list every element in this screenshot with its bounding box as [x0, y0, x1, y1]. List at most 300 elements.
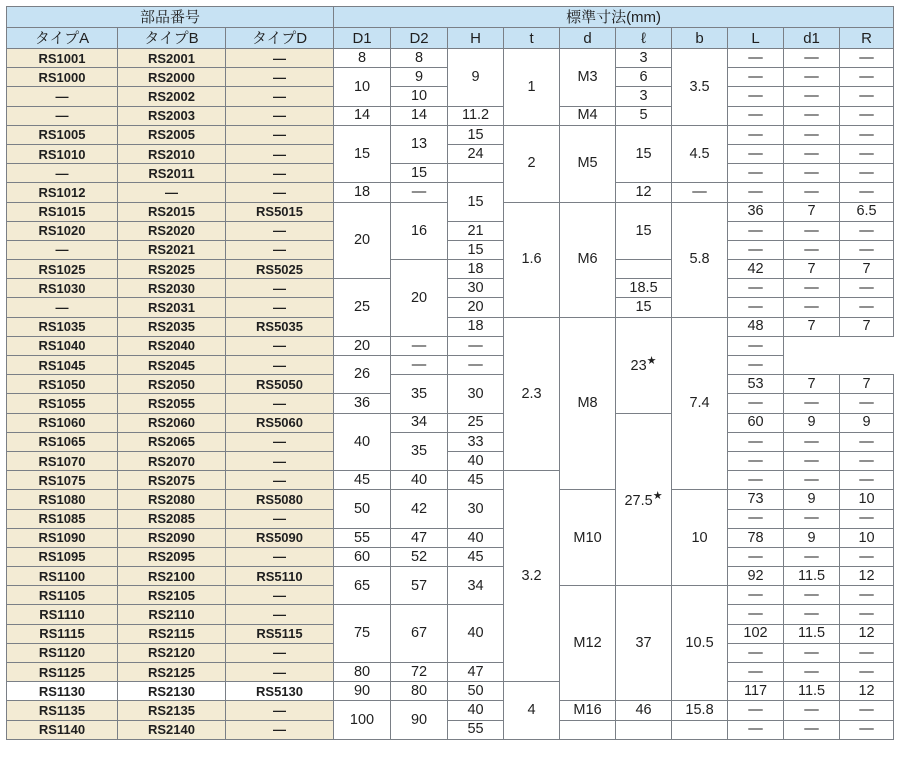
cell-value: —: [804, 644, 819, 661]
cell-D1: [334, 183, 391, 202]
cell-value: 46: [635, 702, 652, 719]
cell-D2: [391, 471, 448, 490]
cell-value: RS1105: [38, 587, 86, 603]
cell-type-a: [7, 605, 118, 624]
cell-t: [504, 317, 560, 471]
cell-value: RS1001: [38, 50, 86, 66]
cell-value: RS2003: [148, 108, 195, 124]
cell-D2: [391, 413, 448, 432]
cell-H: [448, 720, 504, 739]
cell-L: [728, 221, 784, 240]
cell-L: [728, 528, 784, 547]
cell-value: 3: [639, 88, 648, 105]
cell-value: —: [165, 184, 178, 200]
cell-d: [560, 106, 616, 125]
cell-value: RS5050: [256, 376, 303, 392]
cell-value: 80: [353, 663, 371, 680]
cell-b: [672, 720, 728, 739]
cell-L: [728, 682, 784, 701]
cell-value: 18: [467, 260, 484, 277]
cell-value: RS1140: [38, 722, 86, 738]
cell-value: —: [273, 338, 287, 354]
cell-value: —: [804, 69, 819, 86]
cell-value: 7: [862, 318, 871, 335]
cell-value: 7: [807, 203, 816, 220]
cell-R: [840, 144, 894, 163]
cell-value: 72: [410, 663, 428, 680]
cell-b: [672, 49, 728, 126]
cell-value: 20: [410, 289, 428, 306]
cell-R: [840, 298, 894, 317]
cell-type-b: [118, 279, 226, 298]
cell-value: 67: [410, 625, 428, 642]
table-row: [7, 260, 894, 279]
cell-value: RS1120: [38, 645, 86, 661]
cell-value: —: [55, 165, 69, 181]
table-row: [7, 298, 894, 317]
cell-d1: [784, 509, 840, 528]
cell-value: —: [804, 587, 819, 604]
table-row: [7, 317, 894, 336]
cell-value: —: [273, 511, 287, 527]
cell-D1: [334, 605, 391, 663]
table-row: [7, 183, 894, 202]
cell-D2: [391, 701, 448, 739]
cell-D2: [391, 106, 448, 125]
cell-type-b: [118, 298, 226, 317]
cell-value: 90: [410, 711, 428, 728]
cell-value: RS1115: [39, 626, 85, 642]
cell-D1: [334, 106, 391, 125]
cell-D2: [391, 605, 448, 663]
cell-value: 42: [747, 260, 764, 277]
cell-type-a: [7, 586, 118, 605]
table-row: [7, 356, 894, 375]
cell-d1: [784, 413, 840, 432]
cell-type-a: [7, 356, 118, 375]
cell-type-a: [7, 144, 118, 163]
cell-b: [672, 183, 728, 202]
cell-l: [616, 298, 672, 317]
cell-value: 14: [410, 107, 428, 124]
cell-d1: [784, 221, 840, 240]
cell-value: 60: [747, 414, 764, 431]
cell-value: —: [468, 356, 483, 373]
cell-L: [728, 298, 784, 317]
cell-value: 34: [410, 414, 428, 431]
cell-value: —: [804, 721, 819, 738]
cell-type-d: [226, 720, 334, 739]
cell-L: [728, 260, 784, 279]
cell-R: [728, 336, 784, 355]
cell-value: 102: [743, 625, 768, 642]
cell-D1: [334, 528, 391, 547]
cell-value: RS1025: [38, 261, 86, 277]
cell-type-a: [7, 336, 118, 355]
cell-value: 3.5: [689, 78, 710, 95]
cell-value: 6: [639, 69, 648, 86]
cell-L: [728, 106, 784, 125]
cell-type-b: [118, 336, 226, 355]
cell-value: —: [748, 356, 763, 373]
cell-value: —: [804, 548, 819, 565]
cell-value: RS5080: [256, 491, 303, 507]
cell-R: [840, 87, 894, 106]
cell-R: [840, 547, 894, 566]
table-row: [7, 49, 894, 68]
cell-value: —: [748, 184, 763, 201]
cell-type-d: [226, 298, 334, 317]
cell-d1: [784, 682, 840, 701]
star-mark: ★: [646, 355, 657, 368]
cell-d: [560, 701, 616, 720]
cell-type-b: [118, 202, 226, 221]
cell-value: 35: [410, 385, 428, 402]
table-row: [7, 375, 894, 394]
cell-value: —: [748, 241, 763, 258]
cell-value: 14: [353, 107, 371, 124]
cell-value: RS1045: [38, 357, 86, 373]
cell-value: —: [748, 606, 763, 623]
cell-type-a: [7, 202, 118, 221]
cell-value: RS2140: [148, 722, 195, 738]
cell-H: [448, 164, 504, 183]
cell-d: [560, 49, 616, 107]
cell-type-d: [226, 202, 334, 221]
cell-value: RS5090: [256, 530, 303, 546]
cell-value: 90: [353, 683, 371, 700]
cell-type-d: [226, 682, 334, 701]
cell-type-d: [226, 624, 334, 643]
cell-D2: [391, 202, 448, 260]
cell-type-a: [7, 68, 118, 87]
cell-type-a: [7, 413, 118, 432]
cell-R: [840, 317, 894, 336]
cell-R: [840, 605, 894, 624]
table-row: [7, 336, 894, 355]
col-header-type-a: タイプA: [7, 28, 118, 49]
cell-value: RS2050: [148, 376, 195, 392]
cell-d: [560, 125, 616, 202]
cell-value: —: [859, 644, 874, 661]
cell-value: 78: [747, 529, 764, 546]
cell-d1: [784, 605, 840, 624]
cell-value: —: [273, 108, 287, 124]
cell-t: [504, 49, 560, 126]
cell-value: RS1110: [39, 607, 85, 623]
cell-type-d: [226, 432, 334, 451]
cell-value: 40: [467, 452, 484, 469]
cell-type-b: [118, 49, 226, 68]
cell-R: [840, 106, 894, 125]
cell-value: RS1125: [38, 664, 86, 680]
cell-L: [728, 125, 784, 144]
cell-H: [448, 240, 504, 259]
cell-value: M3: [577, 69, 598, 86]
cell-type-b: [118, 164, 226, 183]
cell-type-b: [118, 471, 226, 490]
cell-type-b: [118, 144, 226, 163]
cell-L: [728, 451, 784, 470]
cell-R: [840, 375, 894, 394]
cell-L: [728, 720, 784, 739]
cell-value: —: [273, 607, 287, 623]
cell-value: 75: [353, 625, 371, 642]
cell-value: —: [411, 337, 427, 354]
cell-value: 27.5: [624, 492, 653, 509]
cell-value: M4: [577, 107, 598, 124]
cell-value: 9: [807, 414, 816, 431]
cell-H: [448, 144, 504, 163]
cell-value: 6.5: [856, 203, 877, 220]
cell-value: RS1020: [38, 223, 86, 239]
cell-value: —: [273, 434, 287, 450]
cell-H: [448, 547, 504, 566]
col-header-R: R: [840, 28, 894, 49]
cell-value: 45: [467, 471, 484, 488]
table-row: [7, 605, 894, 624]
cell-value: RS2030: [148, 280, 195, 296]
table-row: [7, 451, 894, 470]
cell-type-b: [118, 451, 226, 470]
cell-value: —: [859, 587, 874, 604]
cell-type-d: [226, 643, 334, 662]
cell-D2: [391, 183, 448, 202]
cell-value: RS5110: [256, 568, 303, 584]
cell-d1: [784, 298, 840, 317]
cell-type-a: [7, 125, 118, 144]
cell-L: [728, 240, 784, 259]
cell-L: [728, 471, 784, 490]
table-row: [7, 547, 894, 566]
cell-R: [840, 202, 894, 221]
table-row: [7, 471, 894, 490]
cell-l: [616, 49, 672, 68]
cell-type-d: [226, 49, 334, 68]
cell-value: —: [748, 510, 763, 527]
cell-type-d: [226, 336, 334, 355]
cell-type-b: [118, 413, 226, 432]
cell-R: [840, 701, 894, 720]
cell-value: —: [748, 548, 763, 565]
col-header-d1: d1: [784, 28, 840, 49]
cell-t: [504, 682, 560, 740]
cell-value: 10: [858, 529, 875, 546]
cell-value: 40: [467, 529, 484, 546]
cell-D1: [334, 567, 391, 605]
cell-d1: [784, 701, 840, 720]
cell-l: [616, 87, 672, 106]
cell-t: [504, 202, 560, 317]
cell-value: —: [804, 702, 819, 719]
cell-H: [448, 125, 504, 144]
cell-type-b: [118, 240, 226, 259]
cell-l: [616, 701, 672, 720]
table-row: [7, 144, 894, 163]
cell-R: [840, 413, 894, 432]
cell-value: —: [859, 164, 874, 181]
cell-d1: [784, 125, 840, 144]
cell-l: [616, 279, 672, 298]
cell-L: [728, 164, 784, 183]
cell-value: —: [804, 49, 819, 66]
table-row: [7, 567, 894, 586]
cell-L: [728, 509, 784, 528]
cell-type-d: [226, 471, 334, 490]
cell-R: [840, 643, 894, 662]
cell-type-a: [7, 298, 118, 317]
cell-value: RS2070: [148, 453, 195, 469]
cell-value: —: [273, 280, 287, 296]
cell-H: [448, 221, 504, 240]
cell-R: [840, 221, 894, 240]
cell-type-a: [7, 567, 118, 586]
table-row: [7, 720, 894, 739]
cell-value: —: [273, 722, 287, 738]
cell-D2: [391, 567, 448, 605]
cell-value: —: [804, 606, 819, 623]
cell-D2: [391, 663, 448, 682]
cell-d: [560, 586, 616, 701]
col-header-type-d: タイプD: [226, 28, 334, 49]
cell-value: RS1090: [38, 530, 86, 546]
cell-t: [504, 125, 560, 202]
cell-value: RS5015: [256, 204, 303, 220]
cell-value: M10: [573, 529, 602, 546]
cell-d1: [784, 586, 840, 605]
cell-R: [840, 49, 894, 68]
cell-value: RS2031: [148, 300, 195, 316]
cell-R: [840, 528, 894, 547]
cell-R: [840, 240, 894, 259]
cell-type-d: [226, 509, 334, 528]
table-row: [7, 106, 894, 125]
cell-type-d: [226, 451, 334, 470]
cell-value: 15: [635, 299, 652, 316]
cell-H: [448, 413, 504, 432]
cell-value: —: [273, 645, 287, 661]
cell-value: RS2095: [148, 549, 195, 565]
cell-type-b: [118, 394, 226, 413]
cell-value: RS1070: [38, 453, 86, 469]
cell-R: [840, 451, 894, 470]
cell-value: RS1030: [38, 280, 86, 296]
cell-value: 4: [527, 702, 536, 719]
cell-d1: [784, 547, 840, 566]
cell-value: —: [692, 184, 707, 201]
cell-value: 36: [353, 395, 371, 412]
cell-value: RS2085: [148, 511, 195, 527]
cell-d1: [784, 87, 840, 106]
cell-type-b: [118, 375, 226, 394]
cell-value: 24: [467, 145, 484, 162]
cell-L: [728, 87, 784, 106]
cell-value: —: [859, 452, 874, 469]
cell-H: [448, 451, 504, 470]
cell-value: RS2110: [148, 607, 195, 623]
cell-D1: [334, 202, 391, 279]
cell-value: —: [273, 453, 287, 469]
cell-d: [560, 490, 616, 586]
cell-value: —: [859, 471, 874, 488]
cell-d1: [784, 432, 840, 451]
cell-type-a: [7, 240, 118, 259]
cell-D2: [391, 432, 448, 470]
cell-type-d: [226, 183, 334, 202]
cell-type-b: [118, 547, 226, 566]
cell-type-d: [226, 279, 334, 298]
col-header-H: H: [448, 28, 504, 49]
cell-D2: [391, 260, 448, 337]
cell-D1: [334, 49, 391, 68]
cell-value: 11.5: [797, 567, 826, 584]
cell-value: M12: [573, 635, 602, 652]
cell-type-b: [118, 183, 226, 202]
cell-H: [448, 490, 504, 528]
cell-value: 60: [353, 548, 371, 565]
cell-value: RS2002: [148, 88, 195, 104]
table-row: [7, 279, 894, 298]
cell-d: [560, 317, 616, 490]
cell-d1: [784, 624, 840, 643]
cell-l: [616, 125, 672, 183]
cell-value: RS2115: [148, 626, 195, 642]
cell-H: [448, 298, 504, 317]
cell-R: [840, 624, 894, 643]
cell-L: [728, 49, 784, 68]
cell-b: [672, 202, 728, 317]
cell-L: [728, 202, 784, 221]
cell-D1: [334, 701, 391, 739]
cell-value: 7: [862, 376, 871, 393]
cell-value: —: [804, 299, 819, 316]
cell-type-a: [7, 317, 118, 336]
cell-type-d: [226, 547, 334, 566]
cell-value: 35: [410, 443, 428, 460]
cell-D2: [448, 375, 504, 413]
cell-value: —: [859, 145, 874, 162]
cell-D1: [334, 279, 391, 337]
cell-value: —: [804, 88, 819, 105]
table-row: [7, 490, 894, 509]
cell-R: [840, 394, 894, 413]
cell-H: [448, 279, 504, 298]
cell-value: RS1000: [38, 69, 86, 85]
cell-value: 10: [858, 491, 875, 508]
cell-value: RS2080: [148, 491, 195, 507]
cell-type-a: [7, 183, 118, 202]
cell-value: RS1015: [38, 204, 86, 220]
cell-type-a: [7, 701, 118, 720]
cell-value: —: [859, 433, 874, 450]
cell-value: RS2021: [148, 242, 195, 258]
cell-b: [672, 586, 728, 701]
cell-value: RS2040: [148, 338, 195, 354]
cell-value: —: [859, 241, 874, 258]
cell-value: RS2135: [148, 702, 195, 718]
cell-value: RS1012: [38, 184, 86, 200]
cell-value: —: [859, 49, 874, 66]
cell-value: —: [748, 644, 763, 661]
cell-R: [840, 490, 894, 509]
cell-L: [728, 279, 784, 298]
cell-L: [728, 701, 784, 720]
cell-value: RS2125: [148, 664, 195, 680]
cell-R: [840, 663, 894, 682]
cell-L: [728, 605, 784, 624]
cell-value: 50: [467, 683, 484, 700]
cell-value: —: [411, 356, 427, 373]
